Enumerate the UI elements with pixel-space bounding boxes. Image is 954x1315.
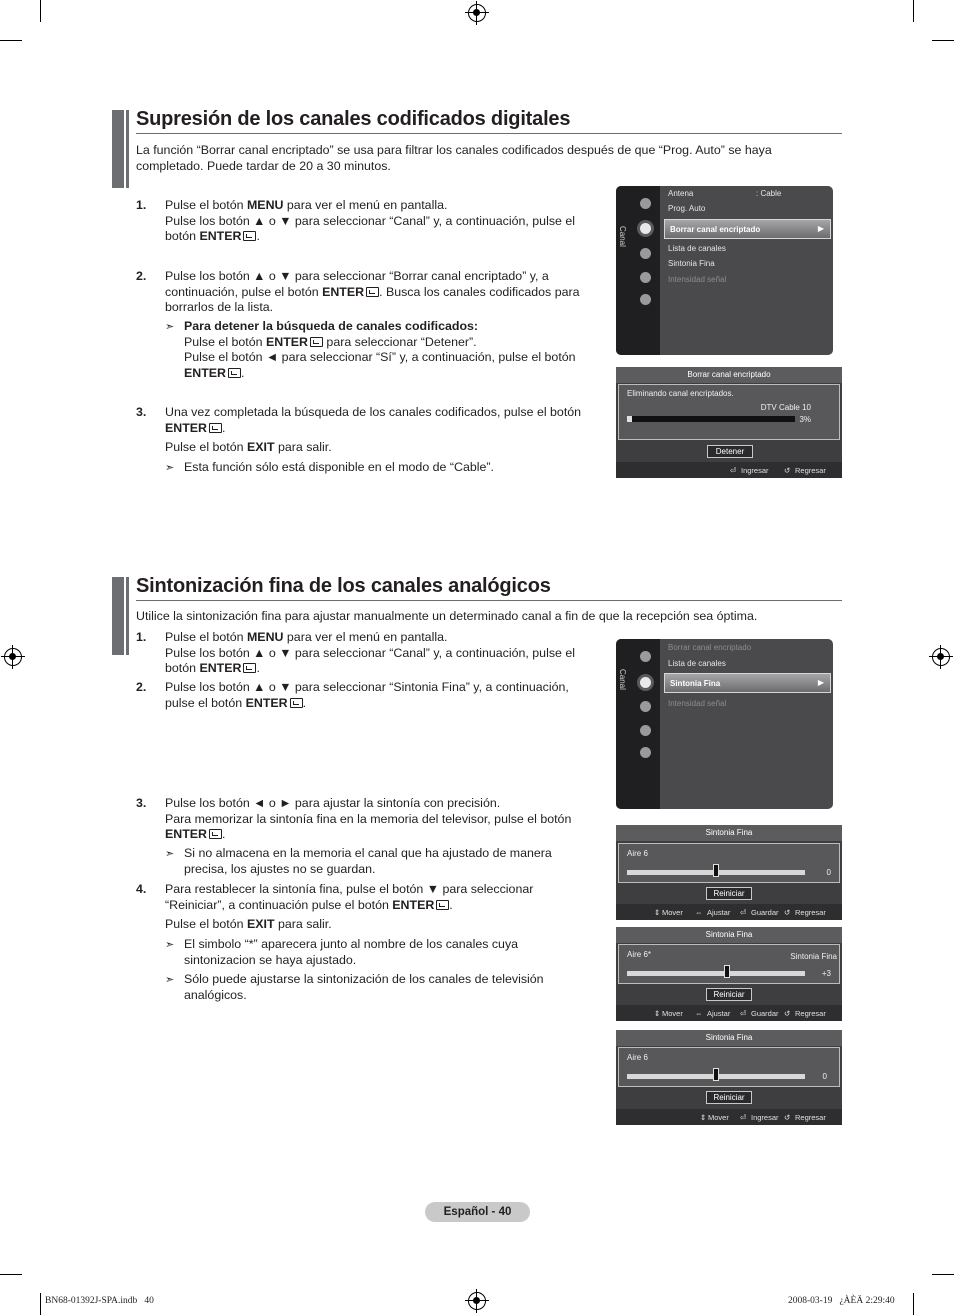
return-icon: ↺ bbox=[784, 1009, 791, 1018]
dialog-footer: ⏎ Ingresar ↺ Regresar bbox=[616, 462, 842, 478]
menu-item-antena-value: : Cable bbox=[756, 189, 782, 198]
input-icon[interactable] bbox=[640, 725, 651, 736]
enter-icon bbox=[290, 698, 303, 708]
leftright-icon: ⇔ bbox=[695, 908, 703, 917]
enter-icon bbox=[209, 423, 222, 433]
channel-name: Aire 6* bbox=[627, 950, 652, 959]
reiniciar-button[interactable]: Reiniciar bbox=[706, 988, 752, 1001]
sintonia-dialog-2 bbox=[616, 927, 842, 1021]
slider-value: +3 bbox=[821, 969, 831, 978]
dialog-panel bbox=[618, 944, 840, 984]
channel-icon[interactable] bbox=[640, 223, 651, 234]
channel-icon[interactable] bbox=[640, 677, 651, 688]
progress-fill bbox=[627, 416, 632, 422]
s2-step1-text: Pulse el botón MENU para ver el menú en pantalla. Pulse los botón ▲ o ▼ para seleccionar “Canal” y, a continuación, pulse el botón ENTER . bbox=[165, 630, 576, 675]
dialog-header: Sintonia Fina bbox=[616, 927, 842, 943]
menu-item-intensidad: Intensidad señal bbox=[668, 275, 727, 284]
section1-rule bbox=[136, 133, 842, 134]
s2-step2-text: Pulse los botón ▲ o ▼ para seleccionar “Sintonia Fina” y, a continuación, pulse el botón ENTER . bbox=[165, 680, 569, 710]
section-bar bbox=[112, 110, 124, 188]
enter-icon bbox=[243, 663, 256, 673]
return-icon: ↺ bbox=[784, 908, 791, 917]
progress-percent: 3% bbox=[799, 415, 811, 424]
step1-text: Pulse el botón MENU para ver el menú en pantalla. Pulse los botón ▲ o ▼ para seleccionar “Canal” y, a continuación, pulse el botón ENTER . bbox=[165, 198, 576, 243]
menu-item-lista[interactable]: Lista de canales bbox=[668, 244, 726, 253]
dialog-panel bbox=[618, 843, 840, 883]
dialog-footer: ⇕ Mover ⇔ Ajustar ⏎ Guardar ↺ Regresar bbox=[616, 904, 842, 920]
file-slug: BN68-01392J-SPA.indb 40 bbox=[45, 1296, 154, 1306]
enter-icon bbox=[243, 231, 256, 241]
updown-icon: ⇕ bbox=[654, 908, 661, 917]
s2-step4-text: Para restablecer la sintonía fina, pulse el botón ▼ para seleccionar “Reiniciar”, a continuación pulse el botón ENTER . bbox=[165, 882, 534, 912]
note-arrow-icon: ➣ bbox=[165, 939, 175, 951]
menu-item-borrar-selected[interactable]: Borrar canal encriptado ▶ bbox=[664, 219, 831, 239]
dialog-panel bbox=[618, 384, 840, 440]
slider-knob[interactable] bbox=[724, 965, 730, 978]
enter-icon: ⏎ bbox=[730, 466, 737, 475]
slider-value: 0 bbox=[822, 1072, 827, 1081]
dialog-header: Sintonia Fina bbox=[616, 825, 842, 841]
menu-item-intensidad: Intensidad señal bbox=[668, 699, 727, 708]
page-number: Español - 40 bbox=[425, 1202, 530, 1222]
dialog-panel bbox=[618, 1047, 840, 1087]
note-arrow-icon: ➣ bbox=[165, 462, 175, 474]
return-icon: ↺ bbox=[784, 1113, 791, 1122]
exit-instruction: Pulse el botón EXIT para salir. bbox=[165, 917, 332, 931]
section1-intro: La función “Borrar canal encriptado” se usa para filtrar los canales codificados después de que “Prog. Auto” se haya completado. Puede tardar de 20 a 30 minutos. bbox=[136, 143, 772, 173]
step2-text: Pulse los botón ▲ o ▼ para seleccionar “Borrar canal encriptado” y, a continuación, pulse el botón ENTER . Busca los canales codificados para borrarlos de la lista. bbox=[165, 269, 580, 314]
section2-title: Sintonización fina de los canales analógicos bbox=[136, 575, 551, 597]
menu-item-sintonia[interactable]: Sintonia Fina bbox=[668, 259, 715, 268]
reiniciar-button-focused[interactable]: Reiniciar bbox=[706, 1091, 752, 1104]
enter-icon bbox=[209, 829, 222, 839]
step-number: 1. bbox=[136, 630, 147, 644]
menu-item-prog-auto[interactable]: Prog. Auto bbox=[668, 204, 706, 213]
step-number: 2. bbox=[136, 269, 147, 283]
registration-mark-icon bbox=[468, 1292, 486, 1310]
registration-mark-icon bbox=[4, 648, 22, 666]
step-number: 3. bbox=[136, 796, 147, 810]
picture-icon[interactable] bbox=[640, 198, 651, 209]
enter-icon bbox=[310, 337, 323, 347]
s2-step4-note2: Sólo puede ajustarse la sintonización de los canales de televisión analógicos. bbox=[184, 972, 544, 1002]
s2-step3-text: Pulse los botón ◄ o ► para ajustar la sintonía con precisión. Para memorizar la sintonía fina en la memoria del televisor, pulse el botón ENTER . bbox=[165, 796, 572, 841]
arrow-right-icon: ▶ bbox=[817, 678, 824, 687]
updown-icon: ⇕ bbox=[700, 1113, 707, 1122]
updown-icon: ⇕ bbox=[654, 1009, 661, 1018]
slider-track bbox=[627, 971, 805, 976]
picture-icon[interactable] bbox=[640, 651, 651, 662]
arrow-right-icon: ▶ bbox=[817, 224, 824, 233]
menu-item-antena[interactable]: Antena bbox=[668, 189, 694, 198]
section2-intro: Utilice la sintonización fina para ajustar manualmente un determinado canal a fin de que la recepción sea óptima. bbox=[136, 609, 758, 623]
registration-mark-icon bbox=[468, 4, 486, 22]
dialog-header: Borrar canal encriptado bbox=[616, 367, 842, 383]
channel-name: Aire 6 bbox=[627, 1053, 648, 1062]
date-slug: 2008-03-19 ¿ÀÈÄ 2:29:40 bbox=[788, 1296, 895, 1306]
enter-icon: ⏎ bbox=[740, 908, 747, 917]
setup-gear-icon[interactable] bbox=[640, 248, 651, 259]
label-right: Sintonia Fina bbox=[790, 952, 837, 961]
note-arrow-icon: ➣ bbox=[165, 321, 175, 333]
s2-step3-note: Si no almacena en la memoria el canal que ha ajustado de manera precisa, los ajustes no se guardan. bbox=[184, 846, 552, 876]
step-number: 4. bbox=[136, 882, 147, 896]
dialog-header: Sintonia Fina bbox=[616, 1030, 842, 1046]
slider-value: 0 bbox=[826, 868, 831, 877]
enter-icon bbox=[436, 900, 449, 910]
step3-note: Esta función sólo está disponible en el modo de “Cable”. bbox=[184, 460, 494, 474]
slider-knob[interactable] bbox=[713, 864, 719, 877]
borrar-dialog bbox=[616, 367, 842, 478]
step3-text: Una vez completada la búsqueda de los canales codificados, pulse el botón ENTER . bbox=[165, 405, 582, 435]
setup-gear-icon[interactable] bbox=[640, 701, 651, 712]
registration-mark-icon bbox=[932, 648, 950, 666]
channel-name: Aire 6 bbox=[627, 849, 648, 858]
menu-sidebar: Canal bbox=[616, 186, 660, 355]
menu-item-lista[interactable]: Lista de canales bbox=[668, 659, 726, 668]
menu-item-sintonia-selected[interactable]: Sintonia Fina ▶ bbox=[664, 673, 831, 693]
step-number: 3. bbox=[136, 405, 147, 419]
dialog-status: Eliminando canal encriptados. bbox=[627, 389, 734, 398]
section2-rule bbox=[136, 600, 842, 601]
application-icon[interactable] bbox=[640, 294, 651, 305]
exit-instruction: Pulse el botón EXIT para salir. bbox=[165, 440, 332, 454]
enter-icon bbox=[366, 287, 379, 297]
step-number: 1. bbox=[136, 198, 147, 212]
dialog-footer: ⇕ Mover ⇔ Ajustar ⏎ Guardar ↺ Regresar bbox=[616, 1005, 842, 1021]
leftright-icon: ⇔ bbox=[695, 1009, 703, 1018]
enter-icon: ⏎ bbox=[740, 1009, 747, 1018]
menu-item-borrar: Borrar canal encriptado bbox=[668, 643, 752, 652]
slider-knob[interactable] bbox=[713, 1068, 719, 1081]
s2-step4-note1: El simbolo “*” aparecera junto al nombre de los canales cuya sintonizacion se haya ajustado. bbox=[184, 937, 519, 967]
section-bar bbox=[112, 577, 124, 655]
dialog-channel: DTV Cable 10 bbox=[760, 403, 811, 412]
enter-icon bbox=[228, 368, 241, 378]
note-arrow-icon: ➣ bbox=[165, 974, 175, 986]
section-bar-thin bbox=[126, 110, 129, 188]
sintonia-dialog-3 bbox=[616, 1030, 842, 1125]
application-icon[interactable] bbox=[640, 747, 651, 758]
return-icon: ↺ bbox=[784, 466, 791, 475]
tv-channel-menu bbox=[616, 186, 833, 355]
progress-bar bbox=[627, 416, 795, 422]
step2-note: Para detener la búsqueda de canales codificados: Pulse el botón ENTER para seleccionar “Detener”. Pulse el botón ◄ para seleccionar “Sí” y, a continuación, pulse el botón ENTER . bbox=[184, 319, 576, 380]
note-arrow-icon: ➣ bbox=[165, 848, 175, 860]
section-bar-thin bbox=[126, 577, 129, 655]
menu-sidebar: Canal bbox=[616, 639, 660, 809]
section1-title: Supresión de los canales codificados digitales bbox=[136, 108, 571, 130]
sintonia-dialog-1 bbox=[616, 825, 842, 920]
tv-channel-menu bbox=[616, 639, 833, 809]
enter-icon: ⏎ bbox=[740, 1113, 747, 1122]
input-icon[interactable] bbox=[640, 272, 651, 283]
step-number: 2. bbox=[136, 680, 147, 694]
detener-button[interactable]: Detener bbox=[707, 445, 753, 458]
reiniciar-button[interactable]: Reiniciar bbox=[706, 887, 752, 900]
dialog-footer: ⇕ Mover ⏎ Ingresar ↺ Regresar bbox=[616, 1109, 842, 1125]
